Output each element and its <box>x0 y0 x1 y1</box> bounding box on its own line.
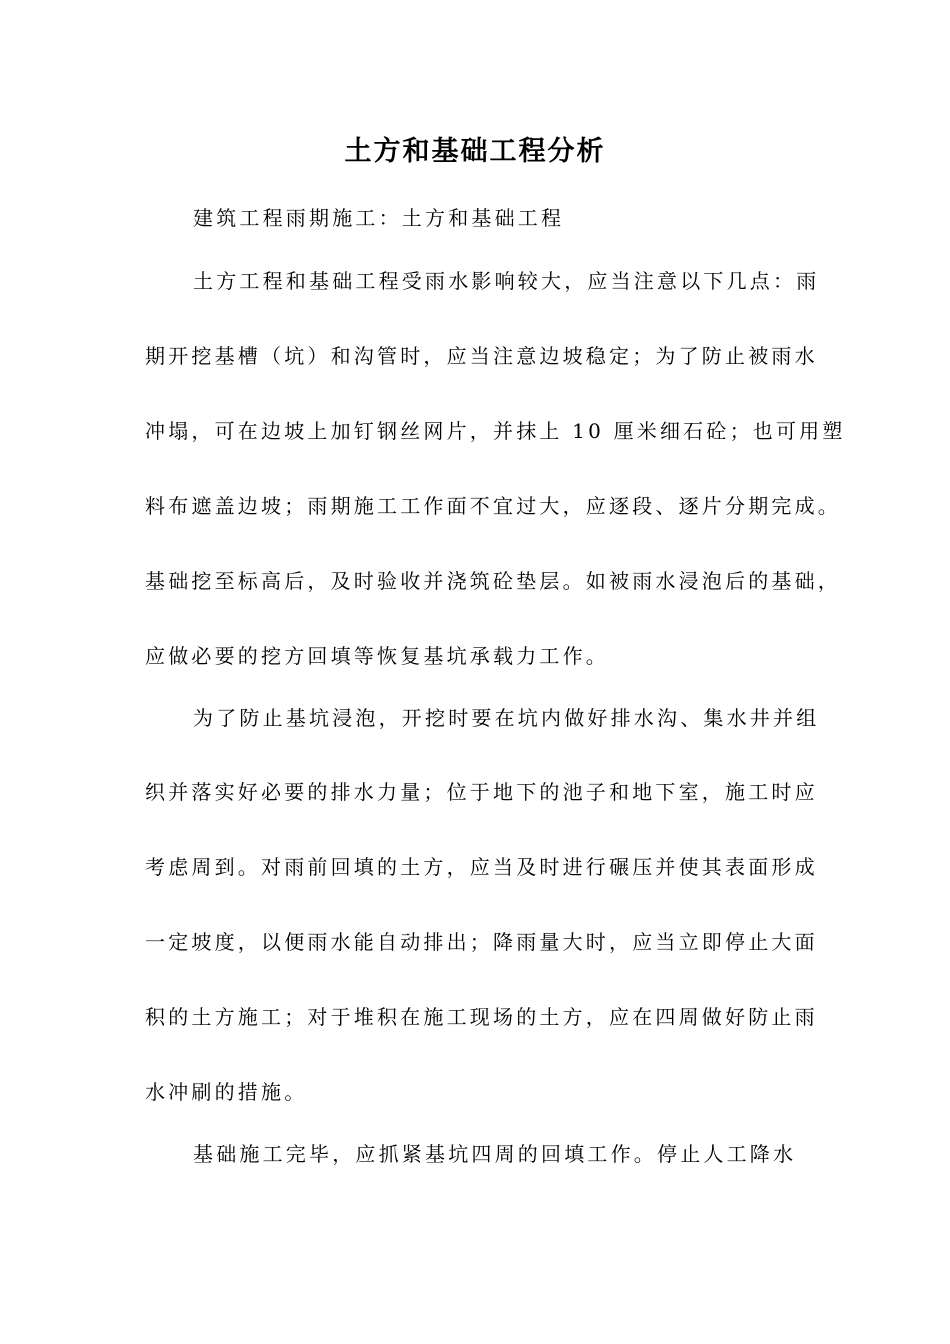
document-title: 土方和基础工程分析 <box>344 136 606 167</box>
paragraph-line: 冲塌，可在边坡上加钉钢丝网片，并抹上 10 厘米细石砼；也可用塑 <box>145 419 846 443</box>
paragraph-line: 积的土方施工；对于堆积在施工现场的土方，应在四周做好防止雨 <box>145 1005 818 1029</box>
subtitle-line: 建筑工程雨期施工：土方和基础工程 <box>193 206 565 230</box>
paragraph-line: 考虑周到。对雨前回填的土方，应当及时进行碾压并使其表面形成 <box>145 855 818 879</box>
paragraph-line: 期开挖基槽（坑）和沟管时，应当注意边坡稳定；为了防止被雨水 <box>145 344 818 368</box>
paragraph-line: 一定坡度，以便雨水能自动排出；降雨量大时，应当立即停止大面 <box>145 930 818 954</box>
paragraph-line: 水冲刷的措施。 <box>145 1080 308 1104</box>
paragraph-line: 料布遮盖边坡；雨期施工工作面不宜过大，应逐段、逐片分期完成。 <box>145 494 841 518</box>
paragraph-line: 土方工程和基础工程受雨水影响较大，应当注意以下几点：雨 <box>193 269 820 293</box>
paragraph-line: 基础挖至标高后，及时验收并浇筑砼垫层。如被雨水浸泡后的基础， <box>145 569 841 593</box>
paragraph-line: 应做必要的挖方回填等恢复基坑承载力工作。 <box>145 644 609 668</box>
paragraph-line: 织并落实好必要的排水力量；位于地下的池子和地下室，施工时应 <box>145 780 818 804</box>
paragraph-line: 基础施工完毕，应抓紧基坑四周的回填工作。停止人工降水 <box>193 1142 797 1166</box>
paragraph-line: 为了防止基坑浸泡，开挖时要在坑内做好排水沟、集水井并组 <box>193 706 820 730</box>
